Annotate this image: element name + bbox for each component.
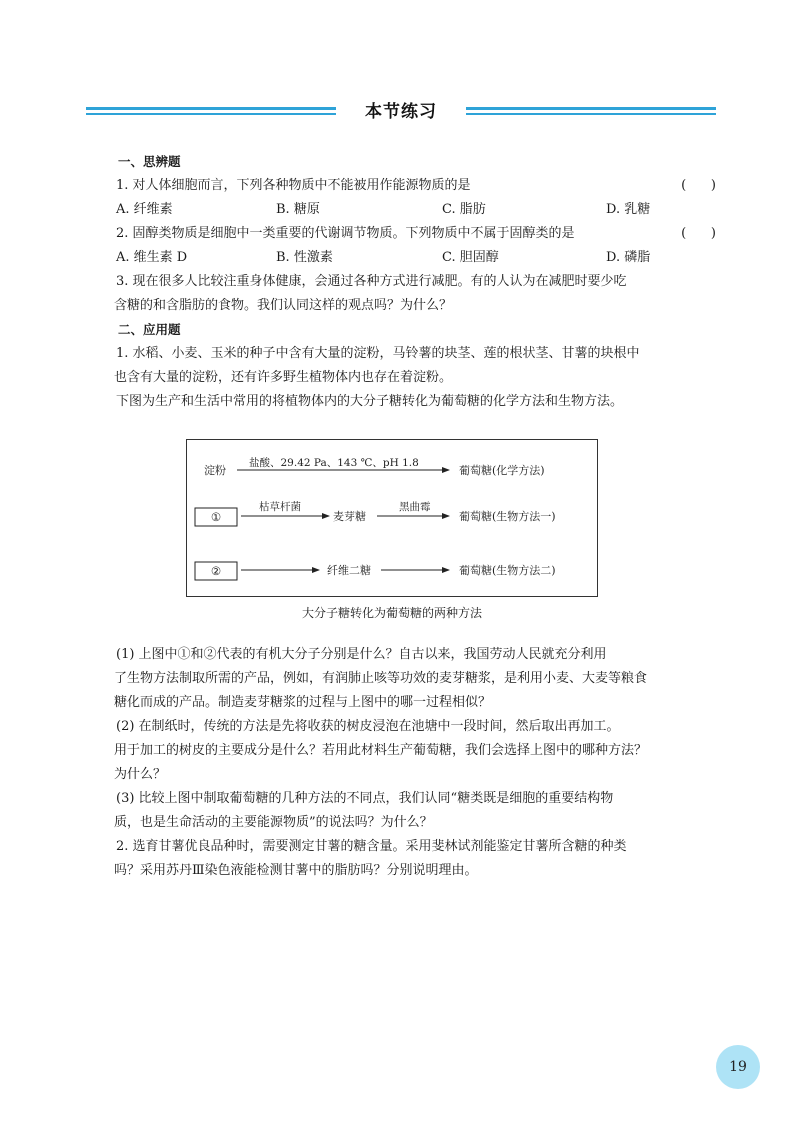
diagram-svg xyxy=(187,440,597,596)
text-line: 吗？采用苏丹Ⅲ染色液能检测甘薯中的脂肪吗？分别说明理由。 xyxy=(114,863,478,878)
answer-bracket: ( ) xyxy=(681,226,716,241)
diagram-caption: 大分子糖转化为葡萄糖的两种方法 xyxy=(301,606,482,620)
question-2 xyxy=(116,222,716,246)
maltose-label: 麦芽糖 xyxy=(333,510,366,523)
exercise-content xyxy=(116,150,716,414)
option: D. 乳糖 xyxy=(606,202,651,217)
conversion-diagram xyxy=(186,439,598,597)
header-rule-right xyxy=(466,107,716,117)
text-line: 也含有大量的淀粉，还有许多野生植物体内也存在着淀粉。 xyxy=(114,370,453,385)
unknown-2-label: ② xyxy=(210,564,222,578)
section-heading-thinking: 一、思辨题 xyxy=(118,154,181,169)
page-title: 本节练习 xyxy=(365,102,437,122)
text-line: 用于加工的树皮的主要成分是什么？若用此材料生产葡萄糖，我们会选择上图中的哪种方法？ xyxy=(114,743,648,758)
unknown-1-label: ① xyxy=(210,510,222,524)
text-line: 为什么？ xyxy=(114,767,167,782)
text-line: (2) 在制纸时，传统的方法是先将收获的树皮浸泡在池塘中一段时间，然后取出再加工。 xyxy=(116,719,620,734)
question-2-text: 2. 固醇类物质是细胞中一类重要的代谢调节物质。下列物质中不属于固醇类的是 xyxy=(116,226,575,241)
text-line: (1) 上图中①和②代表的有机大分子分别是什么？自古以来，我国劳动人民就充分利用 xyxy=(116,647,607,662)
chemical-condition-label: 盐酸、29.42 Pa、143 ℃、pH 1.8 xyxy=(249,457,419,469)
subquestions xyxy=(116,643,716,883)
question-1-text: 1. 对人体细胞而言，下列各种物质中不能被用作能源物质的是 xyxy=(116,178,471,193)
option: D. 磷脂 xyxy=(606,250,651,265)
text-line: 3. 现在很多人比较注重身体健康，会通过各种方式进行减肥。有的人认为在减肥时要少吃 xyxy=(116,274,627,289)
option: A. 纤维素 xyxy=(116,202,173,217)
text-line: 2. 选育甘薯优良品种时，需要测定甘薯的糖含量。采用斐林试剂能鉴定甘薯所含糖的种类 xyxy=(116,839,627,854)
header-rule-left xyxy=(86,107,336,117)
subquestion-2 xyxy=(116,715,716,787)
text-line: 糖化而成的产品。制造麦芽糖浆的过程与上图中的哪一过程相似？ xyxy=(114,695,492,710)
option: C. 胆固醇 xyxy=(442,250,499,265)
question-3 xyxy=(116,270,716,318)
bacillus-label: 枯草杆菌 xyxy=(259,501,301,513)
diagram-intro xyxy=(116,390,716,414)
section-header xyxy=(86,98,716,128)
text-line: 了生物方法制取所需的产品，例如，有润肺止咳等功效的麦芽糖浆，是利用小麦、大麦等粮食 xyxy=(114,671,648,686)
option: B. 性激素 xyxy=(276,250,333,265)
question-2-options xyxy=(116,246,716,270)
text-line: (3) 比较上图中制取葡萄糖的几种方法的不同点，我们认同“糖类既是细胞的重要结构物 xyxy=(116,791,614,806)
section-heading-application: 二、应用题 xyxy=(118,322,181,337)
option: C. 脂肪 xyxy=(442,202,486,217)
text-line: 质，也是生命活动的主要能源物质”的说法吗？为什么？ xyxy=(114,815,433,830)
glucose-chemical-label: 葡萄糖(化学方法) xyxy=(459,464,545,477)
glucose-bio-2-label: 葡萄糖(生物方法二) xyxy=(459,564,556,577)
cellobiose-label: 纤维二糖 xyxy=(327,564,371,577)
subquestion-3 xyxy=(116,787,716,835)
question-1 xyxy=(116,174,716,198)
option: A. 维生素 D xyxy=(116,250,188,265)
page-number-badge: 19 xyxy=(716,1045,760,1089)
application-question-1 xyxy=(116,342,716,390)
aspergillus-label: 黑曲霉 xyxy=(399,501,431,513)
text-line: 1. 水稻、小麦、玉米的种子中含有大量的淀粉，马铃薯的块茎、莲的根状茎、甘薯的块根中 xyxy=(116,346,640,361)
glucose-bio-1-label: 葡萄糖(生物方法一) xyxy=(459,510,556,523)
text-line: 下图为生产和生活中常用的将植物体内的大分子糖转化为葡萄糖的化学方法和生物方法。 xyxy=(116,394,624,409)
question-1-options xyxy=(116,198,716,222)
starch-label: 淀粉 xyxy=(204,464,226,477)
text-line: 含糖的和含脂肪的食物。我们认同这样的观点吗？为什么？ xyxy=(114,298,453,313)
subquestion-1 xyxy=(116,643,716,715)
application-question-2 xyxy=(116,835,716,883)
answer-bracket: ( ) xyxy=(681,178,716,193)
option: B. 糖原 xyxy=(276,202,320,217)
